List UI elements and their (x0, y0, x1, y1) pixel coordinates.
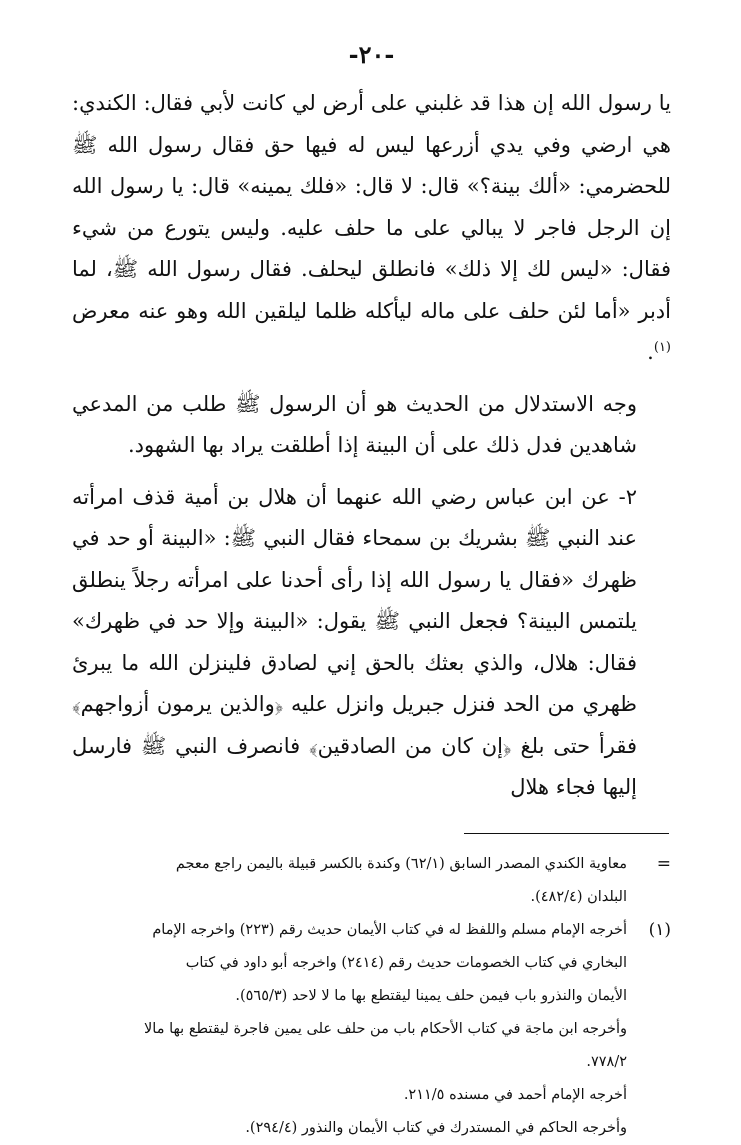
footnote-line: البلدان (٤٨٢/٤). (530, 888, 627, 905)
footnote-marker: (١) (648, 919, 671, 940)
footnote-line: أخرجه الإمام مسلم واللفظ له في كتاب الأيمان حديث رقم (٢٢٣) واخرجه الإمام (152, 921, 627, 938)
footnote-line: أخرجه الإمام أحمد في مسنده ٢١١/٥. (403, 1086, 627, 1103)
footnote-line: الأيمان والنذرو باب فيمن حلف يمينا ليقتطع بها ما لا لاحد (٥٦٥/٣). (235, 987, 627, 1004)
footnote-marker: = (656, 853, 671, 874)
footnote-line: ٧٧٨/٢. (586, 1053, 627, 1070)
main-text (72, 83, 671, 809)
footnotes (72, 848, 671, 1145)
footnote (72, 914, 671, 1145)
footnote-line: وأخرجه ابن ماجة في كتاب الأحكام باب من حلف على يمين فاجرة ليقتطع بها مالا (144, 1020, 627, 1037)
footnote-separator (464, 833, 669, 834)
paragraph-text: يا رسول الله إن هذا قد غلبني على أرض لي كانت لأبي فقال: الكندي: هي ارضي وفي يدي أزرعها ليس له فيها حق فقال رسول الله ﷺ للحضرمي: «ألك بينة؟» قال: لا قال: «فلك يمينه» قال: يا رسول الله إن الرجل فاجر لا يبالي على ما حلف عليه. وليس يتورع من شيء فقال: «ليس لك إلا ذلك» فانطلق ليحلف. فقال رسول الله ﷺ، لما أدبر «أما لئن حلف على ماله ليأكله ظلما ليلقين الله وهو عنه معرض (72, 91, 672, 323)
paragraph: وجه الاستدلال من الحديث هو أن الرسول ﷺ طلب من المدعي شاهدين فدل ذلك على أن البينة إذا أطلقت يراد بها الشهود. (72, 391, 637, 457)
footnote-body (72, 848, 627, 914)
footnote-line: معاوية الكندي المصدر السابق (٦٢/١) وكندة بالكسر قبيلة باليمن راجع معجم (175, 855, 627, 872)
paragraph: ٢- عن ابن عباس رضي الله عنهما أن هلال بن أمية قذف امرأته عند النبي ﷺ بشريك بن سمحاء فقال النبي ﷺ: «البينة أو حد في ظهرك «فقال يا رسول الله إذا رأى أحدنا على امرأته رجلاً ينطلق يلتمس البينة؟ فجعل النبي ﷺ يقول: «البينة وإلا حد في ظهرك» فقال: هلال، والذي بعثك بالحق إني لصادق فلينزلن الله ما يبرئ ظهري من الحد فنزل جبريل وانزل عليه ﴿والذين يرمون أزواجهم﴾ فقرأ حتى بلغ ﴿إن كان من الصادقين﴾ فانصرف النبي ﷺ فارسل إليها فجاء هلال (72, 484, 637, 799)
footnote-line: وأخرجه الحاكم في المستدرك في كتاب الأيمان والنذور (٢٩٤/٤). (245, 1119, 627, 1136)
footnote-body (72, 914, 627, 1145)
page-number: -٢٠- (348, 40, 395, 69)
paragraph-end: . (647, 340, 654, 364)
paragraph (72, 83, 671, 374)
footnote (72, 848, 671, 914)
footnote-line: البخاري في كتاب الخصومات حديث رقم (٢٤١٤) واخرجه أبو داود في كتاب (185, 954, 627, 971)
footnote-reference: (١) (653, 340, 671, 355)
